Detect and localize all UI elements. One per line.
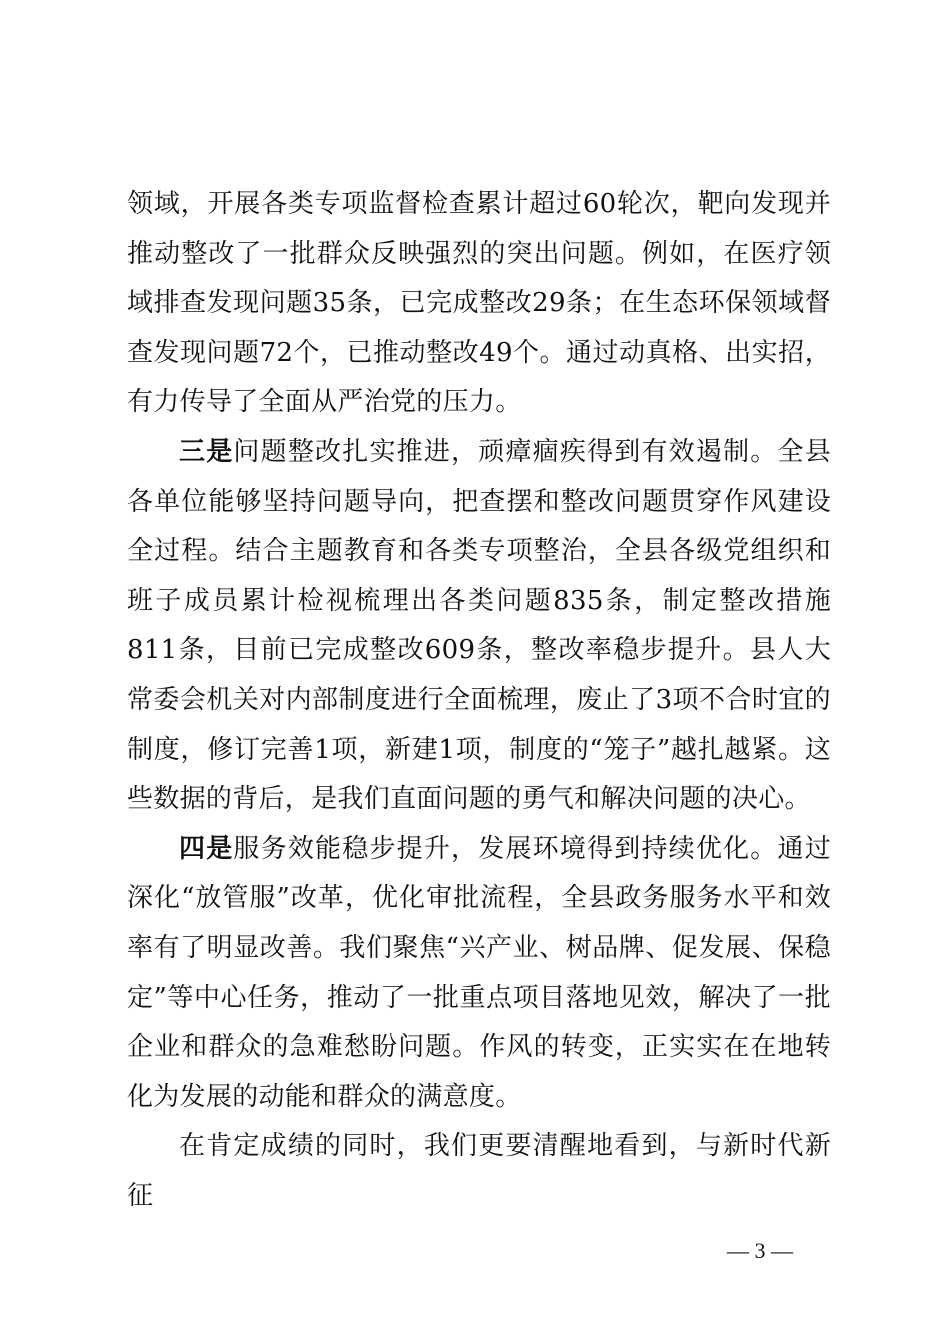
paragraph-text: 领域，开展各类专项监督检查累计超过60轮次，靶向发现并推动整改了一批群众反映强烈的突出问题。例如，在医疗领域排查发现问题35条，已完成整改29条；在生态环保领域督查发现问题72个，已推动整改49个。通过动真格、出实招，有力传导了全面从严治党的压力。	[127, 189, 831, 418]
paragraph-closing	[127, 1122, 831, 1221]
paragraph-three	[127, 428, 831, 825]
body-text	[127, 180, 831, 1221]
paragraph-lead: 四是	[179, 833, 234, 864]
page-number: — 3 —	[727, 1238, 793, 1263]
paragraph-lead: 三是	[179, 436, 234, 467]
paragraph-four	[127, 825, 831, 1123]
paragraph-continued	[127, 180, 831, 428]
paragraph-text: 问题整改扎实推进，顽瘴痼疾得到有效遏制。全县各单位能够坚持问题导向，把查摆和整改问题贯穿作风建设全过程。结合主题教育和各类专项整治，全县各级党组织和班子成员累计检视梳理出各类问题835条，制定整改措施811条，目前已完成整改609条，整改率稳步提升。县人大常委会机关对内部制度进行全面梳理，废止了3项不合时宜的制度，修订完善1项，新建1项，制度的“笼子”越扎越紧。这些数据的背后，是我们直面问题的勇气和解决问题的决心。	[127, 436, 831, 815]
paragraph-text: 在肯定成绩的同时，我们更要清醒地看到，与新时代新征	[127, 1131, 831, 1211]
paragraph-text: 服务效能稳步提升，发展环境得到持续优化。通过深化“放管服”改革，优化审批流程，全县政务服务水平和效率有了明显改善。我们聚焦“兴产业、树品牌、促发展、保稳定”等中心任务，推动了一批重点项目落地见效，解决了一批企业和群众的急难愁盼问题。作风的转变，正实实在在地转化为发展的动能和群众的满意度。	[127, 833, 831, 1112]
